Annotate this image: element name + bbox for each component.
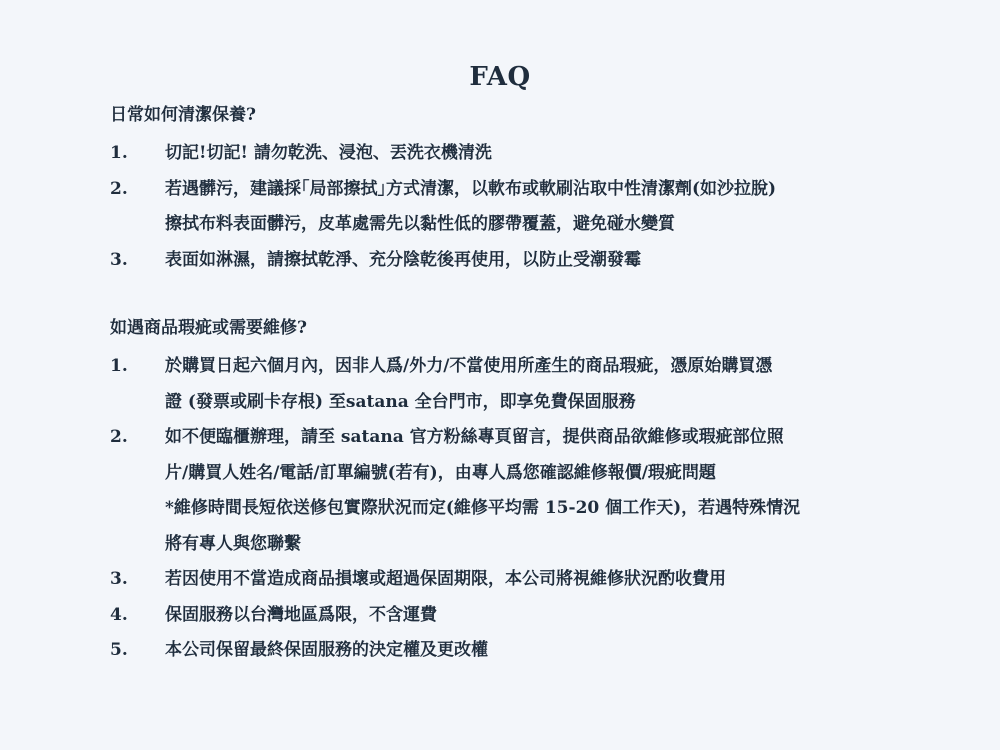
item-text bbox=[165, 598, 910, 634]
item-line: 若遇髒污，建議採｢局部擦拭｣方式清潔，以軟布或軟刷沾取中性清潔劑(如沙拉脫) bbox=[165, 178, 777, 199]
item-text bbox=[165, 562, 910, 598]
item-number: 2. bbox=[110, 178, 128, 199]
item-text bbox=[165, 633, 910, 669]
section-heading: 日常如何清潔保養? bbox=[110, 105, 256, 125]
item-line: 擦拭布料表面髒污，皮革處需先以黏性低的膠帶覆蓋，避免碰水變質 bbox=[165, 214, 675, 234]
item-number: 3. bbox=[110, 569, 128, 589]
faq-section-care bbox=[110, 100, 910, 278]
list-item bbox=[110, 562, 910, 598]
list-item bbox=[110, 633, 910, 669]
item-number: 2. bbox=[110, 427, 128, 447]
item-text bbox=[165, 349, 910, 420]
item-number: 4. bbox=[110, 604, 128, 625]
section-heading: 如遇商品瑕疵或需要維修? bbox=[110, 318, 307, 338]
item-text bbox=[165, 243, 910, 279]
item-number: 1. bbox=[110, 356, 128, 376]
list-item bbox=[110, 243, 910, 279]
item-text bbox=[165, 136, 910, 172]
item-line: 將有專人與您聯繫 bbox=[165, 533, 301, 554]
faq-list bbox=[110, 136, 910, 278]
item-line: 於購買日起六個月內，因非人爲/外力/不當使用所產生的商品瑕疵，憑原始購買憑 bbox=[165, 356, 773, 376]
list-item bbox=[110, 136, 910, 172]
item-line: 若因使用不當造成商品損壞或超過保固期限，本公司將視維修狀況酌收費用 bbox=[165, 569, 726, 589]
item-line: 保固服務以台灣地區爲限，不含運費 bbox=[165, 604, 437, 625]
item-line: 證 (發票或刷卡存根) 至satana 全台門市，即享免費保固服務 bbox=[165, 391, 636, 412]
faq-list bbox=[110, 349, 910, 669]
item-text bbox=[165, 420, 910, 562]
item-text bbox=[165, 172, 910, 243]
list-item bbox=[110, 172, 910, 243]
item-line: 如不便臨櫃辦理，請至 satana 官方粉絲專頁留言，提供商品欲維修或瑕疵部位照 bbox=[165, 427, 784, 447]
item-number: 1. bbox=[110, 143, 128, 163]
item-line: 本公司保留最終保固服務的決定權及更改權 bbox=[165, 640, 488, 660]
list-item bbox=[110, 349, 910, 420]
faq-section-repair bbox=[110, 313, 910, 669]
item-number: 3. bbox=[110, 249, 128, 270]
item-line: 片/購買人姓名/電話/訂單編號(若有)，由專人爲您確認維修報價/瑕疵問題 bbox=[165, 462, 716, 483]
item-line: 切記!切記! 請勿乾洗、浸泡、丟洗衣機清洗 bbox=[165, 143, 492, 163]
list-item bbox=[110, 420, 910, 562]
item-line: 表面如淋濕，請擦拭乾淨、充分陰乾後再使用，以防止受潮發霉 bbox=[165, 249, 641, 270]
item-number: 5. bbox=[110, 640, 128, 660]
item-line: *維修時間長短依送修包實際狀況而定(維修平均需 15-20 個工作天)，若遇特殊情況 bbox=[165, 498, 801, 518]
page-title: FAQ bbox=[469, 62, 531, 92]
list-item bbox=[110, 598, 910, 634]
